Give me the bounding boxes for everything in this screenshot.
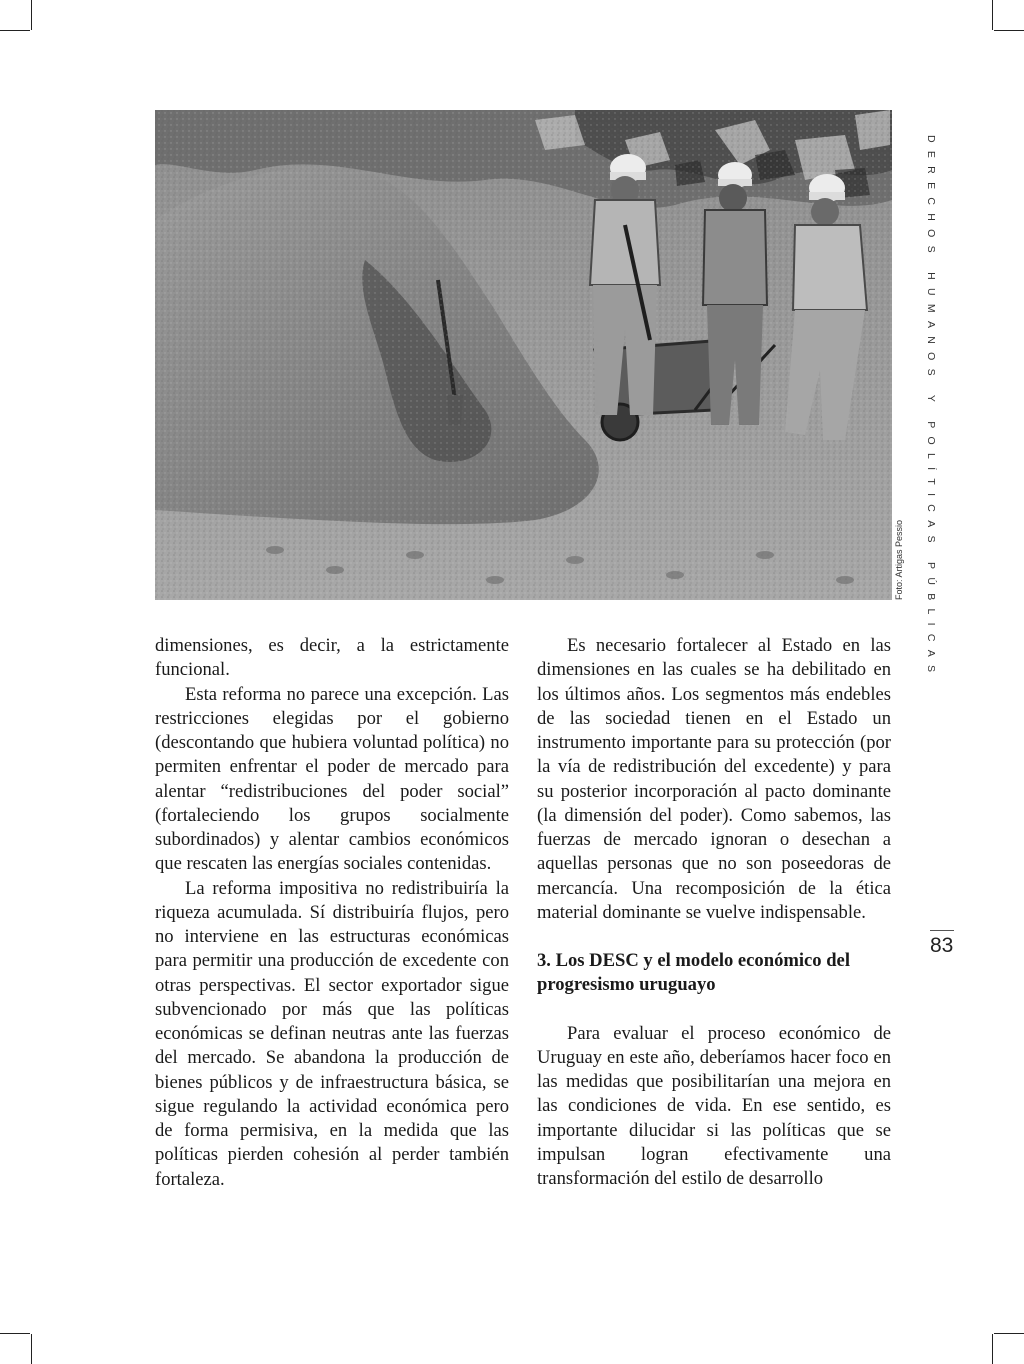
crop-mark [31,1334,32,1364]
left-column [155,634,509,1192]
crop-mark [992,0,993,30]
crop-mark [0,1333,30,1334]
crop-mark [992,1334,993,1364]
crop-mark [31,0,32,30]
workers-photo [155,110,892,600]
photo-credit: Foto: Artigas Pessio [894,519,904,600]
crop-mark [0,30,30,31]
running-head: DERECHOS HUMANOS Y POLÍTICAS PÚBLICAS [925,135,937,681]
paragraph: Esta reforma no parece una excepción. Las restricciones elegidas por el gobierno (descontando que hubiera voluntad política) no permiten enfrentar el poder de mercado para alentar “redistribuciones del poder social” (fortaleciendo los grupos socialmente subordinados) y alentar cambios económicos que rescaten las energías sociales contenidas. [155,683,509,875]
paragraph: Para evaluar el proceso económico de Uruguay en este año, deberíamos hacer foco en las medidas que posibilitarían una mejora en las condiciones de vida. En ese sentido, es importante dilucidar si las políticas que se impulsan logran efectivamente una transformación del estilo de desarrollo [537,1022,891,1189]
crop-mark [994,30,1024,31]
section-heading: 3. Los DESC y el modelo económico del progresismo uruguayo [537,950,850,996]
page-number: 83 [930,934,954,957]
paragraph: La reforma impositiva no redistribuiría la riqueza acumulada. Sí distribuiría flujos, pero no interviene en las estructuras económicas para permitir una producción de excedente con otras perspectivas. El sector exportador sigue subvencionado por más que las políticas económicas se definan neutras ante las fuerzas del mercado. Se abandona la producción de bienes públicos y de infraestructura básica, se sigue regulando la actividad económica pero de forma permisiva, en la medida que las políticas pierden cohesión al perder también fortaleza. [155,877,509,1190]
right-column [537,634,891,1191]
workers-photo-illustration [155,110,892,600]
paragraph: dimensiones, es decir, a la estrictamente funcional. [155,635,509,681]
page-number-rule [930,930,954,931]
paragraph: Es necesario fortalecer al Estado en las dimensiones en las cuales se ha debilitado en los últimos años. Los segmentos más endebles de las sociedad tienen en el Estado un instrumento importante para su protección (por la vía de redistribución del excedente) y para su posterior incorporación al pacto dominante (la dimensión del poder). Como sabemos, las fuerzas de mercado ignoran o desechan a aquellas personas que no son poseedoras de mercancía. Una recomposición de la ética material dominante se vuelve indispensable. [537,635,891,923]
crop-mark [994,1333,1024,1334]
